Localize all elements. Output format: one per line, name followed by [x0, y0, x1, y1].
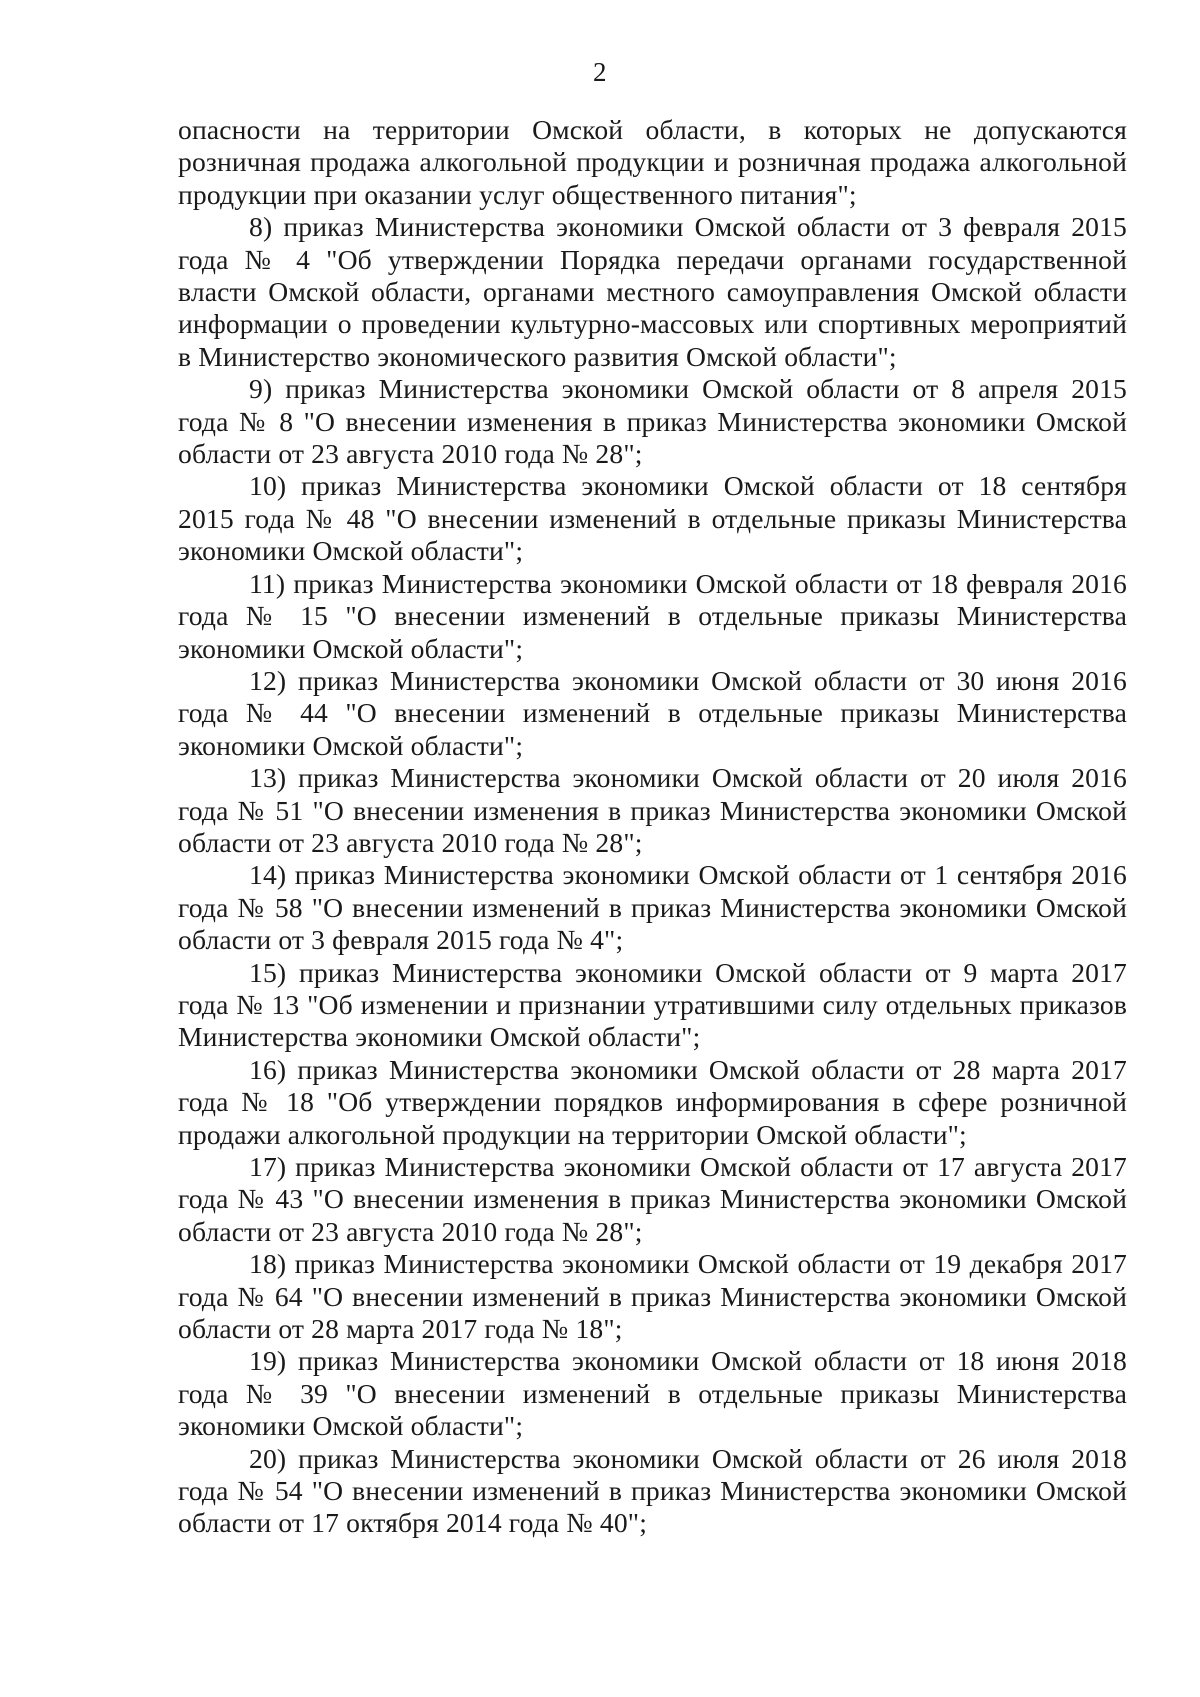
list-item: 20) приказ Министерства экономики Омской области от 26 июля 2018 года № 54 "О внесении изменений в приказ Министерства экономики Омской области от 17 октября 2014 года № 40"; [178, 1442, 1127, 1539]
list-item: 14) приказ Министерства экономики Омской области от 1 сентября 2016 года № 58 "О внесении изменений в приказ Министерства экономики Омской области от 3 февраля 2015 года № 4"; [178, 859, 1127, 956]
list-item: 19) приказ Министерства экономики Омской области от 18 июня 2018 года № 39 "О внесении изменений в отдельные приказы Министерства экономики Омской области"; [178, 1345, 1127, 1442]
list-item: 12) приказ Министерства экономики Омской области от 30 июня 2016 года № 44 "О внесении изменений в отдельные приказы Министерства экономики Омской области"; [178, 664, 1127, 761]
list-item: 10) приказ Министерства экономики Омской области от 18 сентября 2015 года № 48 "О внесении изменений в отдельные приказы Министерства экономики Омской области"; [178, 470, 1127, 567]
document-body [178, 114, 1127, 1540]
list-item: 11) приказ Министерства экономики Омской области от 18 февраля 2016 года № 15 "О внесении изменений в отдельные приказы Министерства экономики Омской области"; [178, 567, 1127, 664]
list-item: 17) приказ Министерства экономики Омской области от 17 августа 2017 года № 43 "О внесении изменения в приказ Министерства экономики Омской области от 23 августа 2010 года № 28"; [178, 1151, 1127, 1247]
page-number: 2 [593, 57, 607, 87]
list-item: 16) приказ Министерства экономики Омской области от 28 марта 2017 года № 18 "Об утверждении порядков информирования в сфере розничной продажи алкогольной продукции на территории Омской области"; [178, 1053, 1127, 1150]
list-item: 13) приказ Министерства экономики Омской области от 20 июля 2016 года № 51 "О внесении изменения в приказ Министерства экономики Омской области от 23 августа 2010 года № 28"; [178, 762, 1127, 858]
list-item: 9) приказ Министерства экономики Омской области от 8 апреля 2015 года № 8 "О внесении изменения в приказ Министерства экономики Омской области от 23 августа 2010 года № 28"; [178, 373, 1127, 470]
list-item: 15) приказ Министерства экономики Омской области от 9 марта 2017 года № 13 "Об изменении и признании утратившими силу отдельных приказов Министерства экономики Омской области"; [178, 956, 1127, 1053]
list-item: 18) приказ Министерства экономики Омской области от 19 декабря 2017 года № 64 "О внесении изменений в приказ Министерства экономики Омской области от 28 марта 2017 года № 18"; [178, 1248, 1127, 1345]
list-item: 8) приказ Министерства экономики Омской области от 3 февраля 2015 года № 4 "Об утверждении Порядка передачи органами государственной власти Омской области, органами местного самоуправления Омской области информации о проведении культурно-массовых или спортивных мероприятий в Министерство экономического развития Омской области"; [178, 211, 1127, 372]
continuation-paragraph: опасности на территории Омской области, в которых не допускаются розничная продажа алкогольной продукции и розничная продажа алкогольной продукции при оказании услуг общественного питания"; [178, 114, 1127, 210]
